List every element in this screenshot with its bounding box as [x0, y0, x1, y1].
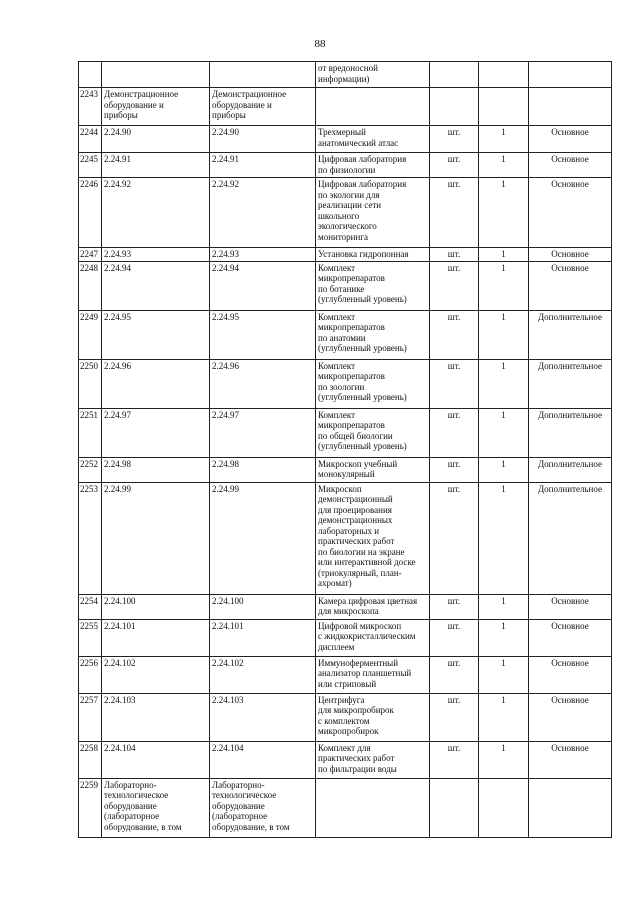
type-cell: Дополнительное	[529, 457, 612, 482]
code-cell: 2.24.90	[102, 126, 210, 153]
code-cell: 2.24.94	[102, 261, 210, 310]
code-cell: 2.24.90	[210, 126, 316, 153]
item-name-cell: Цифровая лаборатория по экологии для реализации сети школьного экологического мониторинга	[316, 178, 430, 248]
table-row	[79, 178, 612, 248]
table-row	[79, 359, 612, 408]
item-name-cell: Микроскоп демонстрационный для проецирования демонстрационных лабораторных и практических работ по биологии на экране или интерактивной доске (триокулярный, план- ахромат)	[316, 482, 430, 594]
code-cell: 2.24.104	[102, 741, 210, 778]
row-number-cell: 2245	[79, 153, 102, 178]
quantity-cell: 1	[479, 693, 529, 741]
code-cell: 2.24.103	[102, 693, 210, 741]
table-row	[79, 62, 612, 88]
quantity-cell: 1	[479, 261, 529, 310]
type-cell: Дополнительное	[529, 310, 612, 359]
code-cell: 2.24.99	[210, 482, 316, 594]
quantity-cell: 1	[479, 248, 529, 262]
type-cell: Основное	[529, 248, 612, 262]
unit-cell: шт.	[430, 482, 479, 594]
type-cell: Основное	[529, 178, 612, 248]
item-name-cell: от вредоносной информации)	[316, 62, 430, 88]
table-row	[79, 126, 612, 153]
item-name-cell: Комплект микропрепаратов по зоологии (углубленный уровень)	[316, 359, 430, 408]
code-cell: 2.24.93	[210, 248, 316, 262]
item-name-cell	[316, 778, 430, 837]
unit-cell: шт.	[430, 310, 479, 359]
table-row	[79, 408, 612, 457]
unit-cell: шт.	[430, 359, 479, 408]
row-number-cell: 2257	[79, 693, 102, 741]
code-cell: 2.24.92	[102, 178, 210, 248]
type-cell: Основное	[529, 741, 612, 778]
equipment-table	[78, 61, 612, 838]
code-cell: 2.24.97	[102, 408, 210, 457]
unit-cell: шт.	[430, 741, 479, 778]
table-row	[79, 482, 612, 594]
item-name-cell: Трехмерный анатомический атлас	[316, 126, 430, 153]
code-cell: 2.24.99	[102, 482, 210, 594]
code-cell: Демонстрационное оборудование и приборы	[102, 88, 210, 126]
page-number: 88	[314, 38, 326, 50]
row-number-cell: 2246	[79, 178, 102, 248]
table-row	[79, 619, 612, 656]
row-number-cell: 2244	[79, 126, 102, 153]
quantity-cell	[479, 62, 529, 88]
row-number-cell	[79, 62, 102, 88]
item-name-cell: Микроскоп учебный монокулярный	[316, 457, 430, 482]
row-number-cell: 2253	[79, 482, 102, 594]
type-cell: Основное	[529, 126, 612, 153]
type-cell	[529, 62, 612, 88]
code-cell: Лабораторно- технологическое оборудование (лабораторное оборудование, в том	[102, 778, 210, 837]
code-cell: 2.24.101	[102, 619, 210, 656]
item-name-cell: Цифровая лаборатория по физиологии	[316, 153, 430, 178]
type-cell: Основное	[529, 619, 612, 656]
code-cell: 2.24.104	[210, 741, 316, 778]
type-cell: Основное	[529, 656, 612, 693]
unit-cell: шт.	[430, 178, 479, 248]
code-cell: 2.24.94	[210, 261, 316, 310]
code-cell: 2.24.96	[102, 359, 210, 408]
code-cell: 2.24.97	[210, 408, 316, 457]
quantity-cell: 1	[479, 457, 529, 482]
quantity-cell	[479, 778, 529, 837]
unit-cell	[430, 62, 479, 88]
code-cell: 2.24.91	[210, 153, 316, 178]
code-cell: 2.24.98	[210, 457, 316, 482]
table-row	[79, 261, 612, 310]
row-number-cell: 2243	[79, 88, 102, 126]
code-cell: Демонстрационное оборудование и приборы	[210, 88, 316, 126]
unit-cell: шт.	[430, 126, 479, 153]
quantity-cell: 1	[479, 359, 529, 408]
row-number-cell: 2248	[79, 261, 102, 310]
code-cell: 2.24.102	[210, 656, 316, 693]
code-cell: 2.24.95	[210, 310, 316, 359]
table-row	[79, 594, 612, 619]
type-cell: Дополнительное	[529, 482, 612, 594]
table-row	[79, 778, 612, 837]
type-cell: Основное	[529, 693, 612, 741]
type-cell	[529, 778, 612, 837]
quantity-cell	[479, 88, 529, 126]
table-row	[79, 693, 612, 741]
table-row	[79, 248, 612, 262]
table-body	[79, 62, 612, 838]
type-cell: Основное	[529, 153, 612, 178]
unit-cell	[430, 778, 479, 837]
row-number-cell: 2251	[79, 408, 102, 457]
code-cell: 2.24.98	[102, 457, 210, 482]
quantity-cell: 1	[479, 408, 529, 457]
type-cell: Основное	[529, 261, 612, 310]
unit-cell: шт.	[430, 656, 479, 693]
quantity-cell: 1	[479, 741, 529, 778]
type-cell: Основное	[529, 594, 612, 619]
item-name-cell: Цифровой микроскоп с жидкокристаллическим дисплеем	[316, 619, 430, 656]
code-cell: Лабораторно- технологическое оборудование (лабораторное оборудование, в том	[210, 778, 316, 837]
row-number-cell: 2256	[79, 656, 102, 693]
quantity-cell: 1	[479, 656, 529, 693]
unit-cell: шт.	[430, 693, 479, 741]
table-row	[79, 457, 612, 482]
code-cell: 2.24.96	[210, 359, 316, 408]
table-row	[79, 656, 612, 693]
code-cell: 2.24.91	[102, 153, 210, 178]
item-name-cell: Центрифуга для микропробирок с комплектом микропробирок	[316, 693, 430, 741]
code-cell	[210, 62, 316, 88]
code-cell: 2.24.93	[102, 248, 210, 262]
item-name-cell: Комплект микропрепаратов по ботанике (углубленный уровень)	[316, 261, 430, 310]
quantity-cell: 1	[479, 482, 529, 594]
item-name-cell: Иммуноферментный анализатор планшетный или стриповый	[316, 656, 430, 693]
quantity-cell: 1	[479, 619, 529, 656]
quantity-cell: 1	[479, 310, 529, 359]
code-cell: 2.24.100	[102, 594, 210, 619]
row-number-cell: 2250	[79, 359, 102, 408]
type-cell: Дополнительное	[529, 359, 612, 408]
unit-cell: шт.	[430, 153, 479, 178]
code-cell: 2.24.100	[210, 594, 316, 619]
row-number-cell: 2247	[79, 248, 102, 262]
table-row	[79, 153, 612, 178]
row-number-cell: 2255	[79, 619, 102, 656]
code-cell	[102, 62, 210, 88]
row-number-cell: 2259	[79, 778, 102, 837]
unit-cell: шт.	[430, 619, 479, 656]
unit-cell: шт.	[430, 408, 479, 457]
item-name-cell: Комплект микропрепаратов по анатомии (углубленный уровень)	[316, 310, 430, 359]
quantity-cell: 1	[479, 126, 529, 153]
code-cell: 2.24.101	[210, 619, 316, 656]
unit-cell: шт.	[430, 261, 479, 310]
code-cell: 2.24.103	[210, 693, 316, 741]
row-number-cell: 2258	[79, 741, 102, 778]
quantity-cell: 1	[479, 178, 529, 248]
unit-cell: шт.	[430, 248, 479, 262]
unit-cell: шт.	[430, 457, 479, 482]
unit-cell: шт.	[430, 594, 479, 619]
row-number-cell: 2249	[79, 310, 102, 359]
type-cell: Дополнительное	[529, 408, 612, 457]
code-cell: 2.24.102	[102, 656, 210, 693]
table-row	[79, 741, 612, 778]
unit-cell	[430, 88, 479, 126]
item-name-cell: Камера цифровая цветная для микроскопа	[316, 594, 430, 619]
type-cell	[529, 88, 612, 126]
table-row	[79, 310, 612, 359]
code-cell: 2.24.95	[102, 310, 210, 359]
quantity-cell: 1	[479, 153, 529, 178]
item-name-cell	[316, 88, 430, 126]
item-name-cell: Установка гидропонная	[316, 248, 430, 262]
row-number-cell: 2252	[79, 457, 102, 482]
table-row	[79, 88, 612, 126]
row-number-cell: 2254	[79, 594, 102, 619]
item-name-cell: Комплект для практических работ по фильтрации воды	[316, 741, 430, 778]
quantity-cell: 1	[479, 594, 529, 619]
code-cell: 2.24.92	[210, 178, 316, 248]
item-name-cell: Комплект микропрепаратов по общей биологии (углубленный уровень)	[316, 408, 430, 457]
